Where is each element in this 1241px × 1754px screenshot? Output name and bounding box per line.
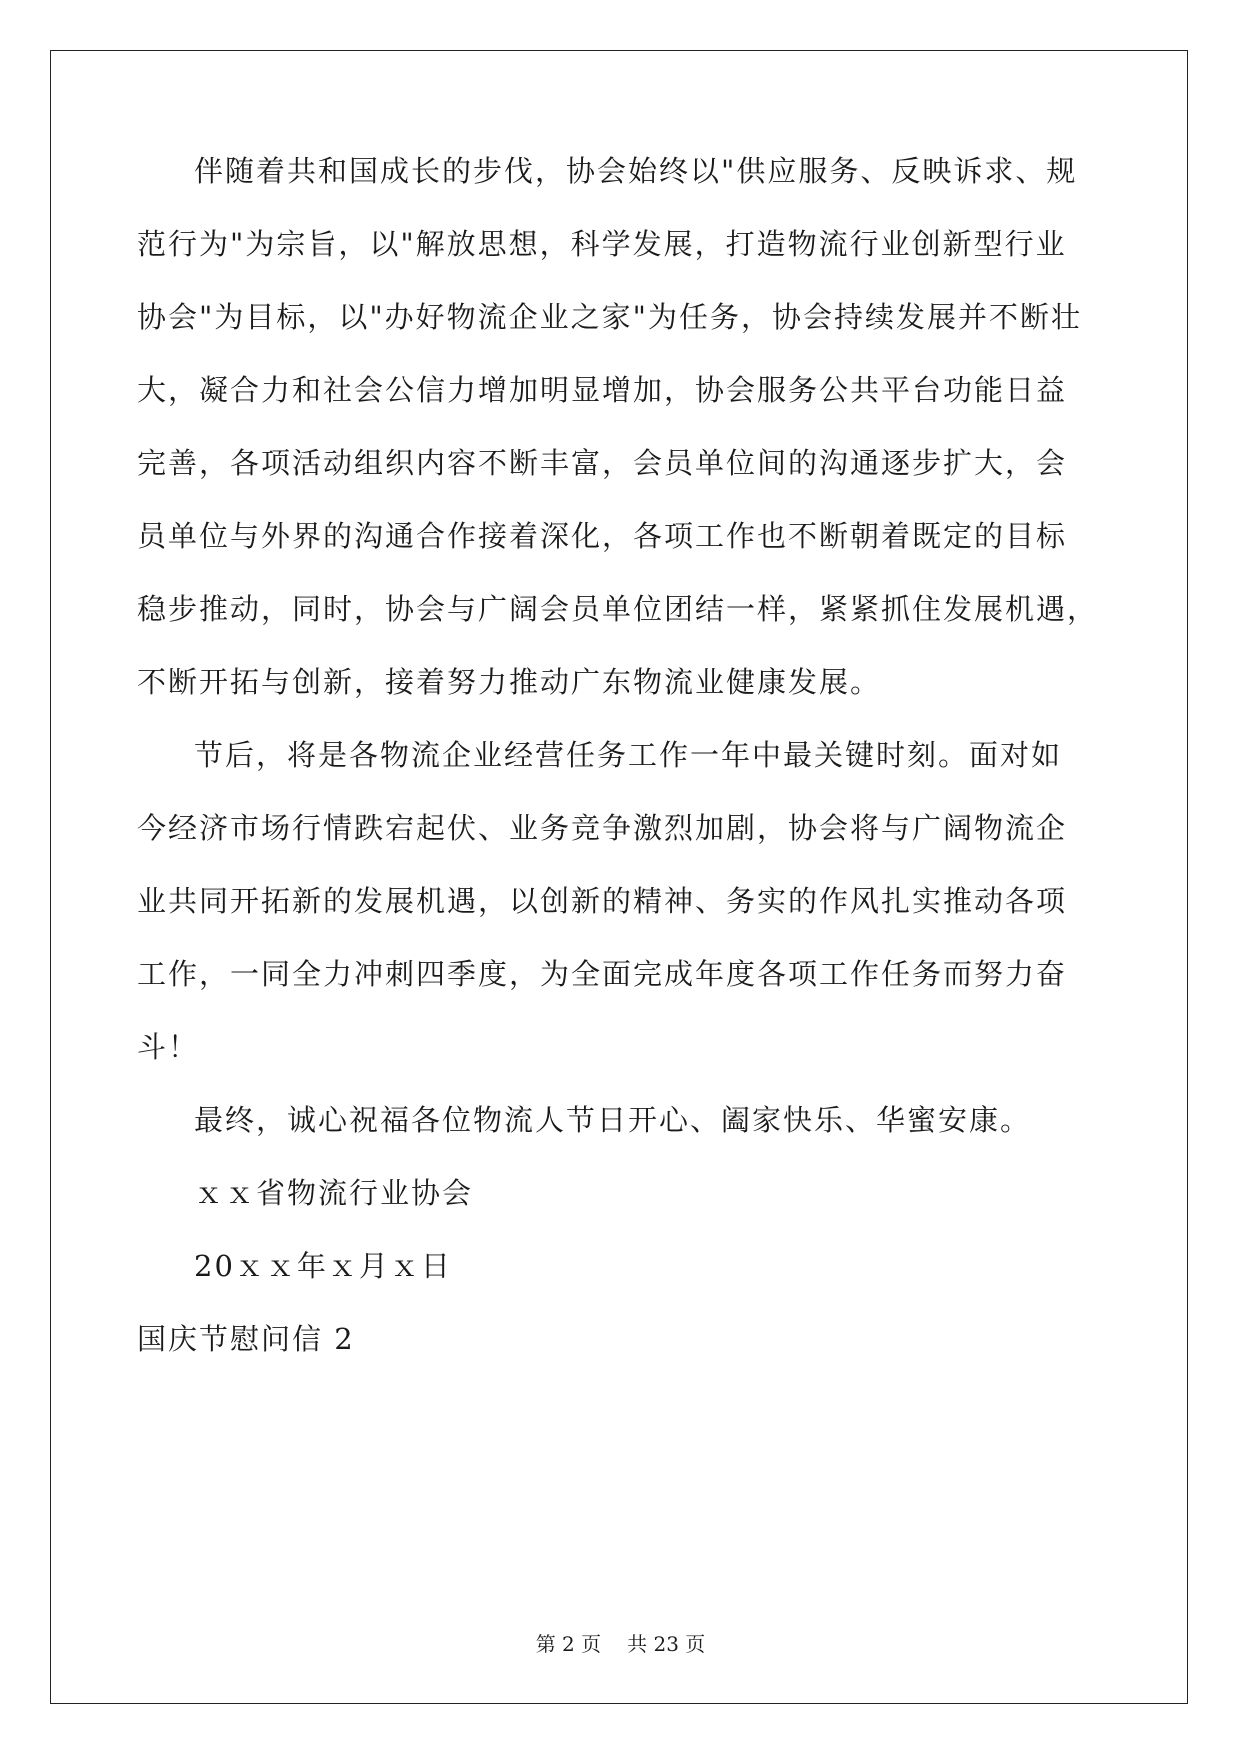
line-text: 协会"为目标，以"办好物流企业之家"为任务，协会持续发展并不断壮: [137, 300, 1083, 334]
text-line: [0, 1316, 1241, 1362]
line-text: 工作，一同全力冲刺四季度，为全面完成年度各项工作任务而努力奋: [137, 957, 1068, 991]
text-line: [0, 367, 1241, 413]
text-line: [0, 1097, 1241, 1143]
line-text: 业共同开拓新的发展机遇，以创新的精神、务实的作风扎实推动各项: [137, 884, 1068, 918]
text-line: [0, 951, 1241, 997]
line-text: 大，凝合力和社会公信力增加明显增加，协会服务公共平台功能日益: [137, 373, 1068, 407]
text-line: [0, 1170, 1241, 1216]
text-line: [0, 659, 1241, 705]
page-footer: [0, 1632, 1241, 1656]
text-line: [0, 440, 1241, 486]
line-text: 稳步推动，同时，协会与广阔会员单位团结一样，紧紧抓住发展机遇，: [137, 592, 1099, 626]
line-text: 范行为"为宗旨，以"解放思想，科学发展，打造物流行业创新型行业: [137, 227, 1067, 261]
signature-organization: ｘｘ省物流行业协会: [194, 1176, 474, 1210]
line-text: 节后，将是各物流企业经营任务工作一年中最关键时刻。面对如: [194, 738, 1063, 772]
line-text: 伴随着共和国成长的步伐，协会始终以"供应服务、反映诉求、规: [194, 154, 1078, 188]
text-line: [0, 148, 1241, 194]
signature-date: 20ｘｘ年ｘ月ｘ日: [194, 1249, 452, 1283]
section-heading: 国庆节慰问信 2: [137, 1322, 355, 1356]
line-text: 最终，诚心祝福各位物流人节日开心、阖家快乐、华蜜安康。: [194, 1103, 1032, 1137]
text-line: [0, 732, 1241, 778]
line-text: 完善，各项活动组织内容不断丰富，会员单位间的沟通逐步扩大，会: [137, 446, 1068, 480]
line-text: 员单位与外界的沟通合作接着深化，各项工作也不断朝着既定的目标: [137, 519, 1068, 553]
page-total: 共 23 页: [627, 1632, 706, 1656]
text-line: [0, 1243, 1241, 1289]
text-line: [0, 294, 1241, 340]
text-line: [0, 221, 1241, 267]
text-line: [0, 586, 1241, 632]
line-text: 不断开拓与创新，接着努力推动广东物流业健康发展。: [137, 665, 882, 699]
text-line: [0, 513, 1241, 559]
line-text: 今经济市场行情跌宕起伏、业务竞争激烈加剧，协会将与广阔物流企: [137, 811, 1068, 845]
line-text: 斗！: [137, 1030, 200, 1064]
text-line: [0, 805, 1241, 851]
page-number: 第 2 页: [535, 1632, 602, 1656]
text-line: [0, 878, 1241, 924]
text-line: [0, 1024, 1241, 1070]
